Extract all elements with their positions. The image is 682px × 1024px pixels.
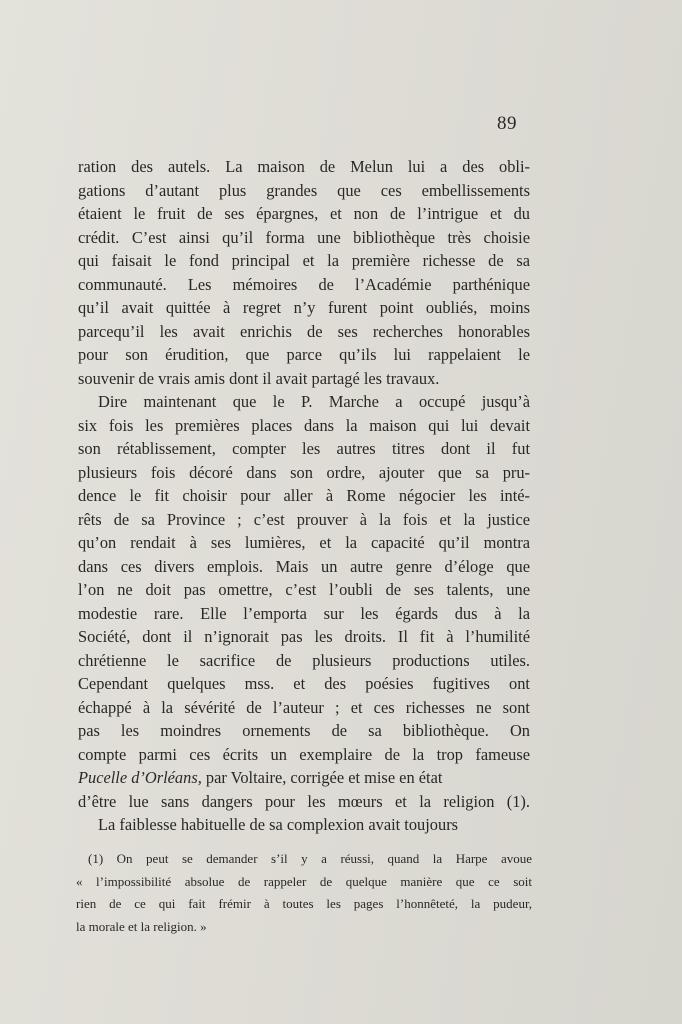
italic-title: Pucelle d’Orléans, [78, 768, 202, 787]
text-line: six fois les premières places dans la maison qui lui devait [78, 415, 530, 435]
footnote-line: la morale et la religion. » [76, 918, 207, 934]
text-line: Société, dont il n’ignorait pas les droits. Il fit à l’humilité [78, 627, 530, 646]
text-line: d’être lue sans dangers pour les mœurs et la religion (1). [78, 791, 530, 811]
text-line: Dire maintenant que le P. Marche a occupé jusqu’à [98, 392, 530, 411]
text-fragment: par Voltaire, corrigée et mise en état [201, 768, 443, 787]
text-line: l’on ne doit pas omettre, c’est l’oubli de ses talents, une [78, 580, 530, 599]
text-line: parcequ’il les avait enrichis de ses recherches honorables [78, 321, 530, 341]
text-line: ration des autels. La maison de Melun lui a des obli- [78, 157, 530, 176]
text-line: souvenir de vrais amis dont il avait partagé les travaux. [78, 368, 440, 388]
footnote-line: « l’impossibilité absolue de rappeler de quelque manière que ce soit [76, 873, 532, 889]
footnote-line: (1) On peut se demander s’il y a réussi, quand la Harpe avoue [88, 851, 532, 866]
text-line: dans ces divers emplois. Mais un autre genre d’éloge que [78, 556, 530, 576]
text-line: qu’il avait quittée à regret n’y furent point oubliés, moins [78, 298, 530, 317]
footnote-line: rien de ce qui fait frémir à toutes les pages l’honnêteté, la pudeur, [76, 896, 532, 911]
page-number: 89 [497, 113, 517, 134]
text-line: étaient le fruit de ses épargnes, et non de l’intrigue et du [78, 204, 530, 223]
text-line: compte parmi ces écrits un exemplaire de la trop fameuse [78, 744, 530, 764]
text-line: gations d’autant plus grandes que ces embellissements [78, 180, 530, 200]
text-line: plusieurs fois décoré dans son ordre, ajouter que sa pru- [78, 462, 530, 482]
main-text-block [78, 155, 530, 837]
text-line: Cependant quelques mss. et des poésies fugitives ont [78, 674, 530, 693]
text-line: qu’on rendait à ses lumières, et la capacité qu’il montra [78, 533, 530, 552]
text-line: dence le fit choisir pour aller à Rome négocier les inté- [78, 486, 530, 505]
text-line: modestie rare. Elle l’emporta sur les égards dus à la [78, 603, 530, 623]
text-line: échappé à la sévérité de l’auteur ; et ces richesses ne sont [78, 697, 530, 717]
text-line: qui faisait le fond principal et la première richesse de sa [78, 251, 530, 270]
text-line: pour son érudition, que parce qu’ils lui rappelaient le [78, 345, 530, 364]
text-line: chrétienne le sacrifice de plusieurs productions utiles. [78, 650, 530, 670]
text-line: La faiblesse habituelle de sa complexion avait toujours [98, 815, 459, 834]
footnote-block [76, 848, 532, 938]
text-line: crédit. C’est ainsi qu’il forma une bibliothèque très choisie [78, 227, 530, 247]
text-line: communauté. Les mémoires de l’Académie parthénique [78, 274, 530, 294]
text-line-mixed [78, 766, 530, 790]
text-line: pas les moindres ornements de sa bibliothèque. On [78, 721, 530, 740]
text-line: rêts de sa Province ; c’est prouver à la fois et la justice [78, 509, 530, 529]
text-line: son rétablissement, compter les autres titres dont il fut [78, 439, 530, 458]
